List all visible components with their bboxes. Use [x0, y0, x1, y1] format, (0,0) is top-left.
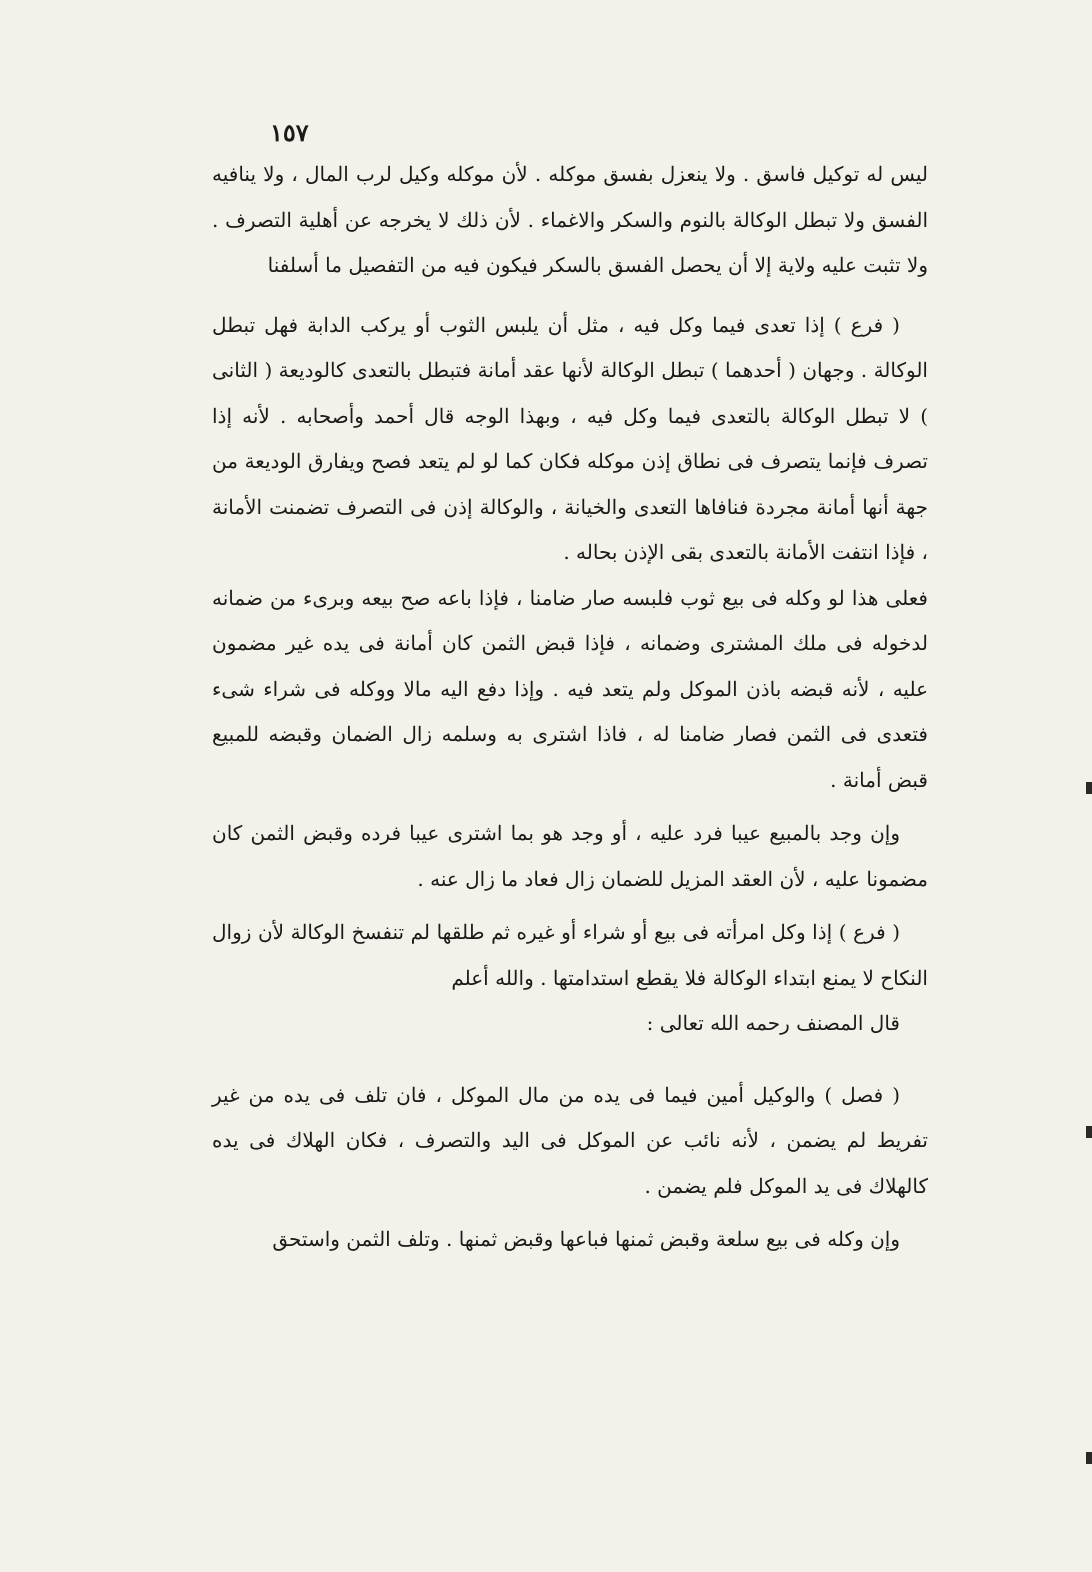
paragraph-1: ليس له توكيل فاسق . ولا ينعزل بفسق موكله . لأن موكله وكيل لرب المال ، ولا ينافيه الفسق ولا تبطل الوكالة بالنوم والسكر والاغماء . لأن ذلك لا يخرجه عن أهلية التصرف . ولا تثبت عليه ولاية إلا أن يحصل الفسق بالسكر فيكون فيه من التفصيل ما أسلفنا: [212, 162, 928, 277]
paragraph-6: ( فصل ) والوكيل أمين فيما فى يده من مال الموكل ، فان تلف فى يده من غير تفريط لم يضمن ، لأنه نائب عن الموكل فى اليد والتصرف ، فكان الهلاك فى يده كالهلاك فى يد الموكل فلم يضمن .: [212, 1082, 928, 1198]
paragraph-2: ( فرع ) إذا تعدى فيما وكل فيه ، مثل أن يلبس الثوب أو يركب الدابة فهل تبطل الوكالة . وجهان ( أحدهما ) تبطل الوكالة لأنها عقد أمانة فتبطل بالتعدى كالوديعة ( الثانى ) لا تبطل الوكالة بالتعدى فيما وكل فيه ، وبهذا الوجه قال أحمد وأصحابه . لأنه إذا تصرف فإنما يتصرف فى نطاق إذن موكله فكان كما لو لم يتعد فصح ويفارق الوديعة من جهة أنها أمانة مجردة فنافاها التعدى والخيانة ، والوكالة إذن فى التصرف تضمنت الأمانة ، فإذا انتفت الأمانة بالتعدى بقى الإذن بحاله .: [212, 312, 928, 564]
scan-edge-mark: [1086, 1452, 1092, 1464]
scan-edge-mark: [1086, 1126, 1092, 1138]
paragraph-3: فعلى هذا لو وكله فى بيع ثوب فلبسه صار ضامنا ، فإذا باعه صح بيعه وبرىء من ضمانه لدخوله فى ملك المشترى وضمانه ، فإذا قبض الثمن كان أمانة فى يده غير مضمون عليه ، لأنه قبضه باذن الموكل ولم يتعد فيه . وإذا دفع اليه مالا ووكله فى شراء شىء فتعدى فى الثمن فصار ضامنا له ، فاذا اشترى به وسلمه زال الضمان وقبضه للمبيع قبض أمانة .: [212, 585, 929, 792]
paragraph-7: وإن وكله فى بيع سلعة وقبض ثمنها فباعها وقبض ثمنها . وتلف الثمن واستحق: [272, 1227, 900, 1251]
section-heading: قال المصنف رحمه الله تعالى :: [646, 1011, 900, 1035]
paragraph-5: ( فرع ) إذا وكل امرأته فى بيع أو شراء أو غيره ثم طلقها لم تنفسخ الوكالة لأن زوال النكاح لا يمنع ابتداء الوكالة فلا يقطع استدامتها . والله أعلم: [212, 920, 928, 990]
page-number: ١٥٧: [270, 118, 309, 147]
text-block: [212, 152, 928, 1263]
paragraph-4: وإن وجد بالمبيع عيبا فرد عليه ، أو وجد هو بما اشترى عيبا فرده وقبض الثمن كان مضمونا عليه ، لأن العقد المزيل للضمان زال فعاد ما زال عنه .: [212, 821, 928, 891]
scan-edge-mark: [1086, 782, 1092, 794]
